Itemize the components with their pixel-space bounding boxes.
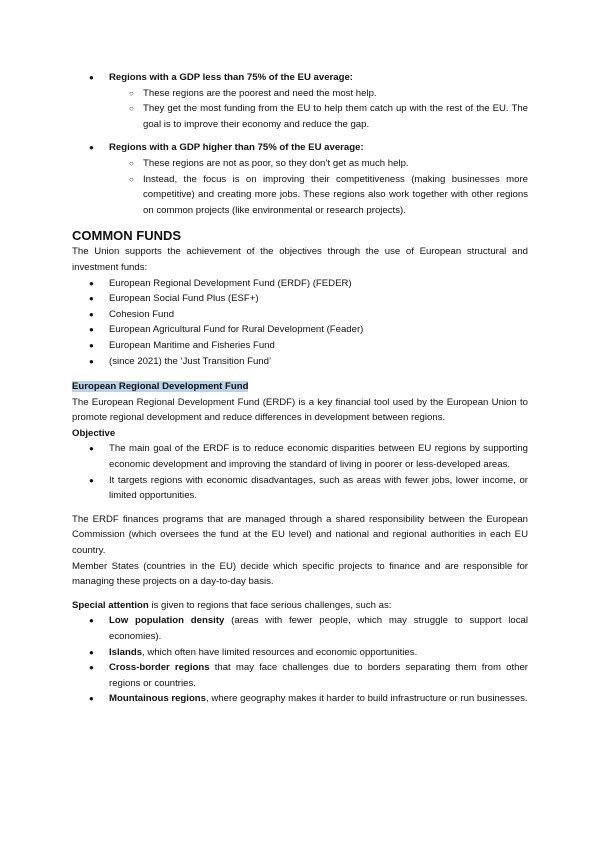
fund-item-text: European Regional Development Fund (ERDF) (FEDER) [109,277,352,289]
funds-list [72,276,528,370]
filled-bullet-icon: ● [89,278,94,288]
member-states-text: Member States (countries in the EU) decide which specific projects to finance and are responsible for managing these projects on a day-to-day basis. [72,560,528,588]
hollow-bullet-icon: ○ [129,174,134,184]
fund-item [72,338,528,354]
fund-item [72,276,528,292]
gdp-high-point [72,156,528,172]
erdf-title [72,379,528,395]
special-attention-text [72,598,528,614]
filled-bullet-icon: ● [89,143,94,153]
gdp-low-point-text: These regions are the poorest and need the most help. [143,87,377,99]
challenge-item [72,660,528,691]
filled-bullet-icon: ● [89,663,94,673]
objective-item [72,473,528,504]
challenge-item [72,645,528,661]
filled-bullet-icon: ● [89,475,94,485]
hollow-bullet-icon: ○ [129,88,134,98]
challenge-bold: Low population density [109,615,225,627]
special-attention-bold: Special attention [72,599,149,611]
gdp-high-point-text: Instead, the focus is on improving their competitiveness (making businesses more competitive) and creating more jobs. These regions also work together with other regions on common projects (like environmental or research projects). [143,173,528,216]
common-funds-intro: The Union supports the achievement of the objectives through the use of European structural and investment funds: [72,246,528,273]
fund-item-text: Cohesion Fund [109,308,175,320]
challenge-bold: Mountainous regions [109,693,207,705]
challenge-item [72,691,528,707]
objectives-list [72,441,528,503]
gdp-low-point [72,101,528,132]
gdp-low-point [72,86,528,102]
filled-bullet-icon: ● [89,309,94,319]
fund-item-text: (since 2021) the ‘Just Transition Fund’ [109,355,272,367]
objective-label [72,426,528,442]
gdp-high-list [72,140,528,218]
fund-item [72,354,528,370]
filled-bullet-icon: ● [89,356,94,366]
gdp-high-point-text: These regions are not as poor, so they don’t get as much help. [143,157,409,169]
objective-item [72,441,528,472]
filled-bullet-icon: ● [89,325,94,335]
gdp-low-list [72,70,528,132]
fund-item [72,291,528,307]
special-attention-rest: is given to regions that face serious challenges, such as: [148,599,392,611]
erdf-intro: The European Regional Development Fund (ERDF) is a key financial tool used by the European Union to promote regional development and reduce differences in development between regions. [72,396,528,424]
hollow-bullet-icon: ○ [129,104,134,114]
filled-bullet-icon: ● [89,647,94,657]
erdf-title-text: European Regional Development Fund [72,381,249,393]
fund-item [72,322,528,338]
filled-bullet-icon: ● [89,73,94,82]
page-content [72,70,528,707]
hollow-bullet-icon: ○ [129,158,134,168]
fund-item-text: European Maritime and Fisheries Fund [109,339,275,351]
gdp-high-heading: Regions with a GDP higher than 75% of the EU average: [109,142,364,154]
common-funds-title: COMMON FUNDS [72,228,182,244]
challenges-list [72,613,528,707]
challenge-bold: Islands [109,646,143,658]
gdp-low-point-text: They get the most funding from the EU to help them catch up with the rest of the EU. The goal is to improve their economy and reduce the gap. [143,103,528,130]
gdp-low-heading: Regions with a GDP less than 75% of the EU average: [109,72,353,83]
challenge-rest: , where geography makes it harder to build infrastructure or run businesses. [206,693,528,705]
challenge-rest: (areas with fewer people, which may struggle to support local economies). [109,615,529,642]
erdf-finance-text: The ERDF finances programs that are managed through a shared responsibility between the European Commission (which oversees the fund at the EU level) and national and regional authorities in each EU country. [72,513,528,557]
fund-item [72,307,528,323]
challenge-bold: Cross-border regions [109,662,210,674]
challenge-rest: , which often have limited resources and economic opportunities. [142,646,418,658]
objective-item-text: It targets regions with economic disadvantages, such as areas with fewer jobs, lower income, or limited opportunities. [109,474,528,502]
filled-bullet-icon: ● [89,444,94,454]
challenge-item [72,613,528,644]
filled-bullet-icon: ● [89,294,94,304]
filled-bullet-icon: ● [89,340,94,350]
challenge-rest: that may face challenges due to borders separating them from other regions or countries. [109,662,529,689]
filled-bullet-icon: ● [89,616,94,626]
gdp-high-item [72,140,528,156]
fund-item-text: European Agricultural Fund for Rural Development (Feader) [109,324,364,336]
filled-bullet-icon: ● [89,694,94,704]
objective-label-text: Objective [72,427,116,439]
gdp-low-item [72,70,528,86]
fund-item-text: European Social Fund Plus (ESF+) [109,293,259,305]
gdp-high-point [72,172,528,219]
objective-item-text: The main goal of the ERDF is to reduce economic disparities between EU regions by supporting economic development and improving the standard of living in poorer or less-developed areas. [109,443,528,471]
